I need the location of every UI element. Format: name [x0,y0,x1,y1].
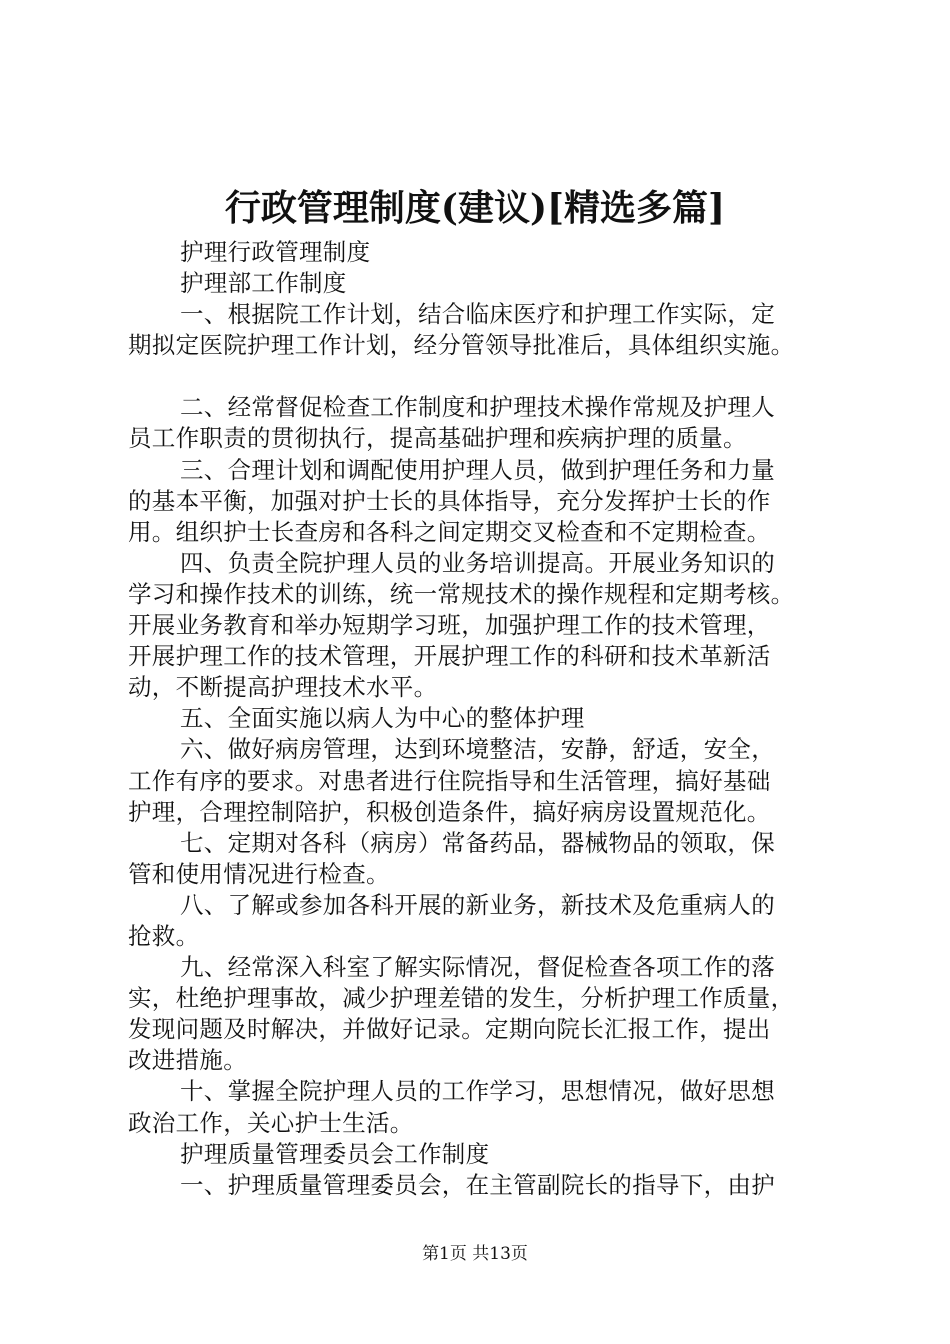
paragraph-line: 二、经常督促检查工作制度和护理技术操作常规及护理人 [180,393,775,422]
paragraph-line: 政治工作，关心护士生活。 [128,1108,414,1137]
paragraph-line: 九、经常深入科室了解实际情况，督促检查各项工作的落 [180,953,775,982]
document-title: 行政管理制度(建议)[精选多篇] [224,187,726,229]
paragraph-line: 三、合理计划和调配使用护理人员，做到护理任务和力量 [180,455,775,484]
paragraph-line: 护理，合理控制陪护，积极创造条件，搞好病房设置规范化。 [128,797,771,826]
paragraph-line: 七、定期对各科（病房）常备药品，器械物品的领取，保 [180,828,775,857]
document-body [128,237,840,1201]
paragraph-line: 期拟定医院护理工作计划，经分管领导批准后，具体组织实施。 [128,331,795,360]
paragraph-line: 管和使用情况进行检查。 [128,859,390,888]
paragraph-line: 十、掌握全院护理人员的工作学习，思想情况，做好思想 [180,1077,775,1106]
paragraph-line: 四、负责全院护理人员的业务培训提高。开展业务知识的 [180,548,775,577]
section-heading: 护理部工作制度 [180,269,347,298]
blank-line [128,361,840,392]
paragraph-line: 学习和操作技术的训练，统一常规技术的操作规程和定期考核。 [128,579,795,608]
paragraph-line: 动，不断提高护理技术水平。 [128,673,438,702]
paragraph-line: 五、全面实施以病人为中心的整体护理 [180,704,585,733]
section-heading: 护理质量管理委员会工作制度 [180,1139,490,1168]
paragraph-line: 员工作职责的贯彻执行，提高基础护理和疾病护理的质量。 [128,424,747,453]
paragraph-line: 发现问题及时解决，并做好记录。定期向院长汇报工作，提出 [128,1015,771,1044]
paragraph-line: 六、做好病房管理，达到环境整洁，安静，舒适，安全， [180,735,775,764]
paragraph-line: 开展护理工作的技术管理，开展护理工作的科研和技术革新活 [128,642,771,671]
paragraph-line: 的基本平衡，加强对护士长的具体指导，充分发挥护士长的作 [128,486,771,515]
page-number-footer: 第1页 共13页 [422,1244,528,1264]
paragraph-line: 用。组织护士长查房和各科之间定期交叉检查和不定期检查。 [128,517,771,546]
paragraph-line: 一、护理质量管理委员会，在主管副院长的指导下，由护 [180,1170,775,1199]
paragraph-line: 实，杜绝护理事故，减少护理差错的发生，分析护理工作质量， [128,984,795,1013]
paragraph-line: 开展业务教育和举办短期学习班，加强护理工作的技术管理， [128,611,771,640]
paragraph-line: 改进措施。 [128,1046,247,1075]
paragraph-line: 工作有序的要求。对患者进行住院指导和生活管理，搞好基础 [128,766,771,795]
section-heading: 护理行政管理制度 [180,238,371,266]
paragraph-line: 八、了解或参加各科开展的新业务，新技术及危重病人的 [180,890,775,919]
paragraph-line: 一、根据院工作计划，结合临床医疗和护理工作实际，定 [180,300,775,329]
paragraph-line: 抢救。 [128,921,200,950]
